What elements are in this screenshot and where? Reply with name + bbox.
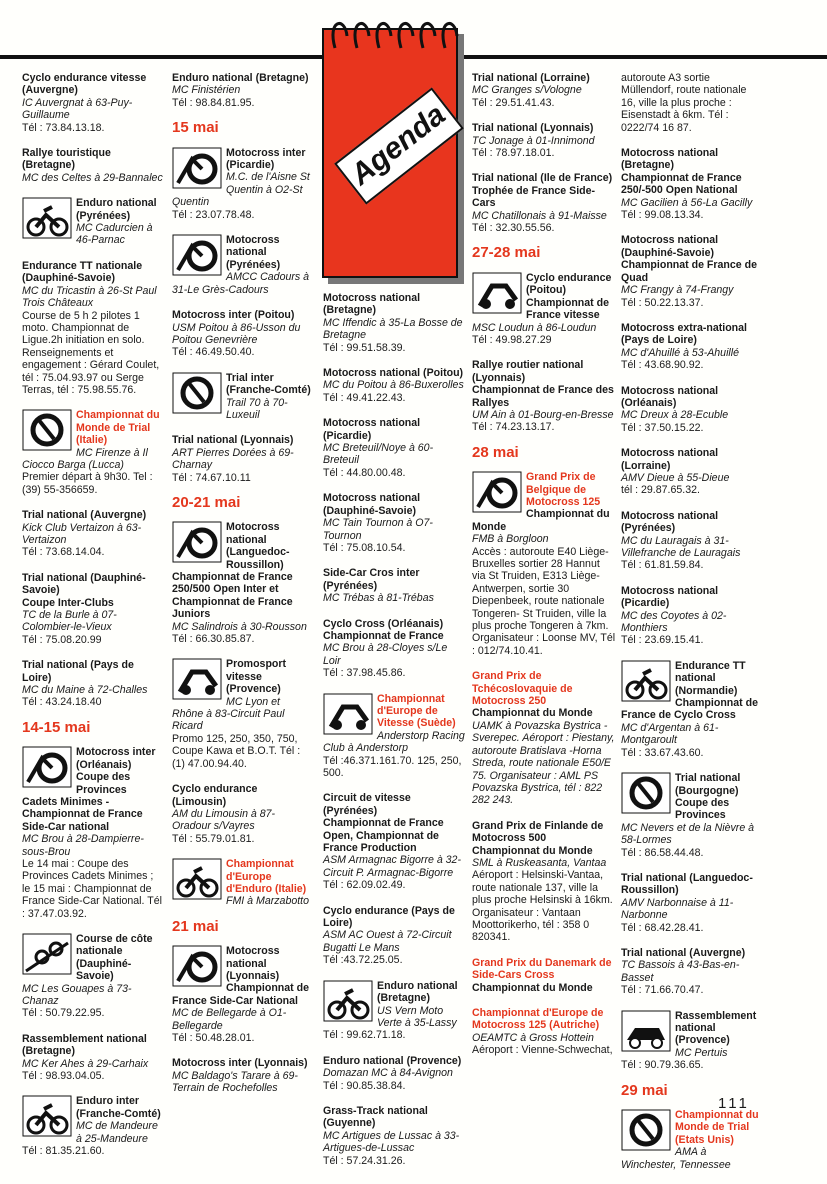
event-details: Tél : 81.35.21.60. [22, 1145, 105, 1158]
event-title: Motocross national (Picardie) [621, 584, 719, 610]
event-title: Circuit de vitesse (Pyrénées) [323, 792, 411, 817]
event-entry [621, 872, 761, 934]
event-organizer: MC d'Ahuillé à 53-Ahuillé [621, 346, 740, 359]
event-title: Cyclo endurance (Poitou) [526, 271, 612, 297]
event-championship: Championnat de France 250/-500 Open National [621, 171, 742, 197]
event-title: Motocross national (Bretagne) [323, 292, 421, 317]
event-organizer: ASM Armagnac Bigorre à 32-Circuit P. Armagnac-Bigorre [323, 854, 461, 879]
event-title: Motocross inter (Lyonnais) [172, 1057, 308, 1070]
road-icon [323, 693, 373, 735]
event-organizer: MC Brou à 28-Dampierre-sous-Brou [22, 833, 144, 858]
event-title: Rallye touristique (Bretagne) [22, 147, 111, 172]
event-details: Tél : 86.58.44.48. [621, 846, 704, 859]
enduro-icon [323, 980, 373, 1022]
event-championship: Championnat du Monde [472, 508, 610, 533]
event-organizer: UM Ain à 01-Bourg-en-Bresse [472, 408, 614, 421]
event-details: Tél : 73.84.13.18. [22, 121, 105, 134]
event-organizer: Trail 70 à 70-Luxeuil [226, 396, 288, 421]
event-title: Motocross inter (Picardie) [226, 146, 306, 172]
event-championship: Championnat du Monde [472, 981, 593, 994]
event-title: Motocross inter (Poitou) [172, 309, 295, 322]
event-title: Enduro national (Bretagne) [172, 72, 309, 84]
event-details: tél : 29.87.65.32. [621, 484, 700, 497]
event-organizer: MC Artigues de Lussac à 33-Artigues-de-Lussac [323, 1129, 460, 1155]
event-title: Motocross national (Pyrénées) [621, 509, 719, 535]
date-heading: 28 mai [472, 443, 519, 461]
event-organizer: AMV Narbonnaise à 11-Narbonne [621, 896, 734, 922]
event-details: autoroute A3 sortie Müllendorf, route nationale 16, ville la plus proche : Eisenstadt à 6km. Tél : 0222/74 16 87. [621, 72, 747, 134]
event-championship: Coupe des Provinces [675, 796, 730, 822]
event-title: Motocross national (Picardie) [323, 417, 421, 442]
rally-icon [621, 1010, 671, 1052]
event-organizer: IC Auvergnat à 63-Puy-Guillaume [22, 96, 133, 122]
event-entry [172, 234, 312, 296]
event-title: Cyclo endurance (Pays de Loire) [323, 904, 455, 930]
event-title: Motocross national (Poitou) [323, 367, 464, 380]
event-organizer: M.C. de l'Aisne St Quentin à O2-St Quentin [172, 171, 310, 209]
event-title: Motocross national (Pyrénées) [226, 234, 281, 271]
event-entry [621, 234, 761, 308]
enduro-icon [22, 197, 72, 239]
event-organizer: MC Chatillonais à 91-Maisse [472, 209, 607, 222]
event-organizer: MC Frangy à 74-Frangy [621, 284, 734, 297]
event-organizer: Domazan MC à 84-Avignon [323, 1067, 453, 1080]
event-organizer: MSC Loudun à 86-Loudun [472, 321, 597, 334]
event-entry [22, 933, 164, 1020]
event-entry [172, 658, 312, 770]
event-title: Cyclo endurance vitesse (Auvergne) [22, 72, 147, 97]
event-entry [323, 905, 466, 967]
event-details: Tél : 46.49.50.40. [172, 346, 255, 359]
event-championship: Championnat de France Side-Car National [172, 982, 309, 1007]
event-organizer: MC Granges s/Vologne [472, 84, 582, 97]
date-heading: 27-28 mai [472, 244, 541, 262]
enduro-icon [621, 660, 671, 702]
event-entry [323, 292, 466, 354]
event-organizer: AMV Dieue à 55-Dieue [621, 471, 730, 484]
event-organizer: MC Cadurcien à 46-Parnac [76, 222, 153, 247]
event-entry [323, 693, 466, 780]
event-title: Trial national (Lyonnais) [472, 122, 594, 135]
event-title: Grand Prix de Finlande de Motocross 500 [472, 819, 604, 845]
event-organizer: Anderstorp Racing Club à Anderstorp [323, 729, 465, 755]
event-entry [323, 567, 466, 604]
event-details: Tél : 57.24.31.26. [323, 1154, 406, 1167]
event-title: Endurance TT national (Normandie) [675, 659, 746, 697]
event-entry [172, 72, 312, 109]
event-details: Tél : 74.23.13.17. [472, 421, 555, 434]
event-details: Tél : 50.48.28.01. [172, 1032, 255, 1044]
column-2 [172, 72, 312, 1108]
event-organizer: MC du Lauragais à 31-Villefranche de Lauragais [621, 534, 741, 559]
event-championship: Championnat du Monde [472, 844, 593, 857]
event-organizer: MC de Mandeure à 25-Mandeure [76, 1120, 158, 1145]
event-details: Tél : 37.98.45.86. [323, 667, 406, 680]
event-entry [472, 670, 616, 806]
event-title: Championnat d'Europe de Vitesse (Suède) [377, 692, 456, 730]
event-entry [323, 792, 466, 891]
event-organizer: MC Pertuis [675, 1046, 728, 1059]
event-entry [22, 1095, 164, 1157]
event-details: Tél : 32.30.55.56. [472, 222, 555, 235]
motocross-icon [172, 521, 222, 563]
event-organizer: TC Bassois à 43-Bas-en-Basset [621, 959, 740, 984]
event-title: Cyclo Cross (Orléanais) [323, 617, 444, 630]
event-entry [22, 572, 164, 646]
event-details: Tél : 49.98.27.29 [472, 333, 552, 346]
event-details: Aéroport : Vienne-Schwechat, [472, 1044, 613, 1057]
event-organizer: MC du Tricastin à 26-St Paul Trois Châteaux [22, 284, 157, 310]
event-organizer: MC Trébas à 81-Trébas [323, 592, 434, 605]
event-entry [621, 385, 761, 435]
event-organizer: MC Gacilien à 56-La Gacilly [621, 196, 753, 209]
event-entry [22, 197, 164, 247]
event-entry [621, 660, 761, 759]
event-details: Tél : 33.67.43.60. [621, 746, 704, 759]
event-details: Tél : 71.66.70.47. [621, 984, 704, 997]
event-details: Tél : 66.30.85.87. [172, 633, 255, 646]
date-heading: 20-21 mai [172, 493, 241, 511]
event-details: Tél : 23.69.15.41. [621, 634, 704, 647]
event-details: Premier départ à 9h30. Tel : (39) 55-356659. [22, 471, 153, 496]
event-entry [472, 172, 616, 234]
event-organizer: UAMK à Povazska Bystrica - Sverepec. Aéroport : Piestany, autoroute Bratislava -Horna Streda, route nationale E50/E 75. Organisateur : AML PS Povazska Bystrica, tél : 822 282 243. [472, 719, 615, 807]
event-championship: Championnat de France Open, Championnat de France Production [323, 817, 444, 855]
event-organizer: MC Ker Ahes à 29-Carhaix [22, 1057, 149, 1070]
event-organizer: MC Brou à 28-Cloyes s/Le Loir [323, 642, 448, 667]
event-title: Enduro inter (Franche-Comté) [76, 1095, 161, 1120]
event-entry [172, 1057, 312, 1094]
event-organizer: MC Breteuil/Noye à 60-Breteuil [323, 442, 434, 467]
event-details: Tél :43.72.25.05. [323, 954, 403, 967]
event-details: Tél : 44.80.00.48. [323, 466, 406, 479]
event-entry [472, 1007, 616, 1057]
event-championship: Championnat du Monde [472, 707, 593, 720]
motocross-icon [172, 945, 222, 987]
event-organizer: FMB à Borgloon [472, 533, 549, 546]
event-title: Motocross national (Orléanais) [621, 384, 719, 409]
event-title: Cyclo endurance (Limousin) [172, 783, 258, 808]
event-entry [472, 471, 616, 657]
event-title: Endurance TT nationale (Dauphiné-Savoie) [22, 259, 143, 285]
event-organizer: MC d'Argentan à 61-Montgaroult [621, 721, 719, 747]
event-entry [472, 72, 616, 109]
event-title: Trial national (Lyonnais) [172, 434, 294, 447]
event-organizer: MC Firenze à Il Ciocco Barga (Lucca) [22, 446, 148, 471]
event-championship: Trophée de France Side-Cars [472, 184, 596, 210]
event-championship: Coupe Inter-Clubs [22, 596, 114, 609]
event-entry [472, 272, 616, 346]
event-entry [323, 618, 466, 680]
event-details: Tél : 99.08.13.34. [621, 209, 704, 222]
event-title: Motocross national (Bretagne) [621, 147, 719, 172]
event-details: Tél : 23.07.78.48. [172, 208, 255, 221]
event-title: Trial national (Auvergne) [621, 946, 746, 959]
event-organizer: AM du Limousin à 87-Oradour s/Vayres [172, 807, 276, 833]
event-championship: Championnat de France vitesse [526, 296, 609, 322]
event-entry [472, 957, 616, 994]
event-entry [621, 322, 761, 372]
event-title: Promosport vitesse (Provence) [226, 658, 287, 696]
event-details: Tél : 74.67.10.11 [172, 471, 251, 484]
event-title: Motocross national (Lorraine) [621, 447, 719, 472]
event-details: Tél :46.371.161.70. 125, 250, 500. [323, 754, 462, 779]
event-entry [172, 858, 312, 908]
event-entry [172, 309, 312, 359]
event-entry [323, 492, 466, 554]
motocross-icon [172, 234, 222, 276]
event-entry [323, 1055, 466, 1092]
event-title: Motocross national (Dauphiné-Savoie) [323, 492, 421, 517]
event-entry [472, 122, 616, 159]
event-details: Tél : 90.85.38.84. [323, 1079, 406, 1092]
event-entry [172, 945, 312, 1044]
event-title: Trial national (Lorraine) [472, 72, 590, 84]
event-details: Tél : 50.22.13.37. [621, 296, 704, 309]
event-details: Tél : 68.42.28.41. [621, 921, 704, 934]
event-entry [621, 772, 761, 859]
event-title: Trial national (Auvergne) [22, 509, 147, 522]
event-entry [621, 510, 761, 572]
event-title: Grass-Track national (Guyenne) [323, 1104, 428, 1130]
event-title: Side-Car Cros inter (Pyrénées) [323, 567, 420, 592]
event-details: Tél : 43.68.90.92. [621, 359, 704, 372]
event-organizer: MC des Celtes à 29-Bannalec [22, 171, 163, 184]
event-organizer: MC du Maine à 72-Challes [22, 684, 148, 697]
event-entry [621, 1109, 761, 1171]
event-details: Tél : 29.51.41.43. [472, 96, 555, 109]
event-organizer: US Vern Moto Verte à 35-Lassy [377, 1004, 457, 1029]
date-heading: 15 mai [172, 119, 219, 137]
event-organizer: Kick Club Vertaizon à 63-Vertaizon [22, 521, 142, 546]
event-title: Grand Prix du Danemark de Side-Cars Cross [472, 956, 612, 982]
event-title: Championnat d'Europe de Motocross 125 (Autriche) [472, 1007, 604, 1032]
enduro-icon [172, 858, 222, 900]
event-title: Trial national (Bourgogne) [675, 772, 741, 797]
event-title: Championnat d'Europe d'Enduro (Italie) [226, 858, 307, 895]
event-details: Aéroport : Helsinski-Vantaa, route nationale 137, ville la plus proche Helsinski à 16km. Organisateur : Vantaan Moottorikerho, tél : 358 0 820341. [472, 869, 613, 944]
event-organizer: MC Iffendic à 35-La Bosse de Bretagne [323, 316, 463, 342]
event-title: Rallye routier national (Lyonnais) [472, 359, 584, 384]
event-entry [472, 359, 616, 433]
event-entry [621, 147, 761, 221]
event-details: Tél : 49.41.22.43. [323, 391, 406, 404]
event-title: Trial national (Languedoc-Roussillon) [621, 871, 753, 897]
event-title: Rassemblement national (Bretagne) [22, 1032, 147, 1058]
page-number: 111 [718, 1095, 750, 1112]
event-title: Motocross extra-national (Pays de Loire) [621, 321, 747, 347]
event-details: Tél : 55.79.01.81. [172, 832, 255, 845]
event-details: Tél : 78.97.18.01. [472, 147, 555, 160]
event-title: Motocross national (Lyonnais) [226, 945, 280, 982]
column-5 [621, 72, 761, 1184]
event-championship: Championnat de France des Rallyes [472, 384, 614, 409]
hillclimb-icon [22, 933, 72, 975]
event-details: Tél : 75.08.10.54. [323, 541, 406, 554]
event-organizer: MC Dreux à 28-Ecuble [621, 409, 729, 422]
event-entry [621, 947, 761, 997]
event-championship: Championnat de France 250/500 Open Inter et Championnat de France Juniors [172, 571, 293, 621]
event-championship: Championnat de France de Cyclo Cross [621, 697, 758, 722]
event-organizer: MC du Poitou à 86-Buxerolles [323, 379, 464, 392]
event-title: Enduro national (Bretagne) [377, 979, 458, 1005]
event-details: Tél : 73.68.14.04. [22, 546, 105, 559]
event-organizer: MC Les Gouapes à 73-Chanaz [22, 982, 132, 1007]
event-details: Tél : 99.51.58.39. [323, 341, 406, 354]
event-entry [22, 409, 164, 496]
date-heading: 14-15 mai [22, 718, 91, 736]
column-3 [323, 292, 466, 1180]
event-organizer: ART Pierres Dorées à 69-Charnay [172, 446, 294, 472]
event-entry [323, 417, 466, 479]
event-title: Championnat du Monde de Trial (Italie) [76, 409, 160, 447]
trial-icon [172, 372, 222, 414]
motocross-icon [172, 147, 222, 189]
event-title: Course de côte nationale (Dauphiné-Savoie) [76, 932, 153, 983]
event-details: Tél : 90.79.36.65. [621, 1059, 704, 1072]
road-icon [472, 272, 522, 314]
event-details: Le 14 mai : Coupe des Provinces Cadets Minimes ; le 15 mai : Championnat de France Side-Car National. Tél : 37.47.03.92. [22, 857, 162, 920]
event-organizer: SML à Ruskeasanta, Vantaa [472, 856, 607, 869]
event-organizer: AMA à Winchester, Tennessee [621, 1146, 731, 1171]
event-entry [621, 447, 761, 497]
event-title: Championnat du Monde de Trial (Etats Unis) [675, 1109, 759, 1146]
event-organizer: MC Lyon et Rhône à 83-Circuit Paul Ricard [172, 695, 285, 733]
event-entry [22, 72, 164, 134]
event-entry [621, 72, 761, 134]
agenda-title: Agenda [334, 87, 464, 204]
event-entry [22, 746, 164, 920]
trial-icon [22, 409, 72, 451]
trial-icon [621, 772, 671, 814]
event-details: Tél : 50.79.22.95. [22, 1007, 105, 1020]
motocross-icon [22, 746, 72, 788]
event-entry [22, 509, 164, 559]
event-entry [172, 434, 312, 484]
enduro-icon [22, 1095, 72, 1137]
event-title: Trial national (Dauphiné-Savoie) [22, 571, 146, 597]
event-title: Motocross national (Languedoc-Roussillon) [226, 521, 290, 571]
event-organizer: MC de Bellegarde à O1-Bellegarde [172, 1007, 287, 1032]
event-entry [323, 1105, 466, 1167]
date-heading: 29 mai [621, 1081, 668, 1099]
event-organizer: MC Finistérien [172, 84, 241, 97]
event-entry [22, 1033, 164, 1083]
event-entry [172, 372, 312, 422]
event-championship: Championnat de France de Quad [621, 259, 757, 284]
event-details: Promo 125, 250, 350, 750, Coupe Kawa et B.O.T. Tél : (1) 47.00.94.40. [172, 732, 301, 770]
event-entry [172, 521, 312, 645]
column-4 [472, 72, 616, 1070]
event-title: Rassemblement national (Provence) [675, 1009, 757, 1047]
event-details: Tél : 37.50.15.22. [621, 421, 704, 434]
event-entry [472, 820, 616, 944]
event-entry [621, 585, 761, 647]
motocross-icon [472, 471, 522, 513]
event-title: Enduro national (Pyrénées) [76, 197, 157, 222]
event-organizer: MC Tain Tournon à O7-Tournon [323, 517, 433, 542]
event-title: Motocross national (Dauphiné-Savoie) [621, 234, 719, 259]
event-details: Tél : 98.84.81.95. [172, 96, 255, 109]
event-organizer: FMI à Marzabotto [226, 895, 310, 908]
event-details: Course de 5 h 2 pilotes 1 moto. Championnat de Ligue.2h initiation en solo. Renseignements et engagement : Gérard Coulet, tél : 75.04.93.97 ou Serge Terras, tél : 75.98.55.76. [22, 309, 160, 396]
event-entry [172, 147, 312, 221]
column-1 [22, 72, 164, 1170]
event-organizer: USM Poitou à 86-Usson du Poitou Genevrière [172, 321, 301, 346]
event-title: Grand Prix de Tchécoslovaquie de Motocross 250 [472, 670, 573, 708]
event-organizer: MC Salindrois à 30-Rousson [172, 620, 307, 633]
event-details: Tél : 62.09.02.49. [323, 879, 406, 892]
date-heading: 21 mai [172, 917, 219, 935]
event-entry [172, 783, 312, 845]
event-title: Trial national (Ile de France) [472, 172, 613, 185]
event-entry [323, 980, 466, 1042]
event-details: Tél : 98.93.04.05. [22, 1070, 105, 1083]
event-entry [22, 260, 164, 396]
event-organizer: MC des Coyotes à 02-Monthiers [621, 609, 727, 635]
event-title: Grand Prix de Belgique de Motocross 125 [526, 471, 601, 508]
event-organizer: TC de la Burle à 07-Colombier-le-Vieux [22, 609, 117, 634]
event-title: Trial national (Pays de Loire) [22, 659, 134, 684]
event-title: Enduro national (Provence) [323, 1054, 462, 1067]
event-title: Motocross inter (Orléanais) [76, 746, 156, 771]
event-title: Trial inter (Franche-Comté) [226, 371, 311, 397]
spiral-binding-icon [323, 14, 459, 50]
event-entry [323, 367, 466, 404]
event-entry [621, 1010, 761, 1072]
event-championship: Championnat de France [323, 629, 444, 642]
trial-icon [621, 1109, 671, 1151]
event-details: Accès : autoroute E40 Liège-Bruxelles sortier 28 Hannut via St Truiden, E313 Liège-Antwerpen, sortie 30 Diepenbeek, route nationale Tongeren- St Truiden, ville la plus proche Tongeren à 7km. Organisateur : Loonse MV, Tél : 012/74.10.41. [472, 545, 616, 657]
event-organizer: TC Jonage à 01-Innimond [472, 134, 595, 147]
event-organizer: AMCC Cadours à 31-Le Grès-Cadours [172, 271, 310, 296]
event-organizer: ASM AC Ouest à 72-Circuit Bugatti Le Mans [323, 929, 452, 954]
event-organizer: MC Nevers et de la Nièvre à 58-Lormes [621, 821, 755, 847]
road-icon [172, 658, 222, 700]
event-entry [22, 147, 164, 184]
event-entry [22, 659, 164, 709]
event-organizer: OEAMTC à Gross Hottein [472, 1031, 594, 1044]
event-details: Tél : 43.24.18.40 [22, 696, 102, 709]
event-details: Tél : 61.81.59.84. [621, 559, 704, 572]
event-organizer: MC Baldago's Tarare à 69-Terrain de Rochefolles [172, 1069, 298, 1095]
event-championship: Coupe des Provinces Cadets Minimes - Championnat de France Side-Car national [22, 771, 143, 833]
event-details: Tél : 99.62.71.18. [323, 1029, 406, 1042]
event-details: Tél : 75.08.20.99 [22, 633, 102, 646]
